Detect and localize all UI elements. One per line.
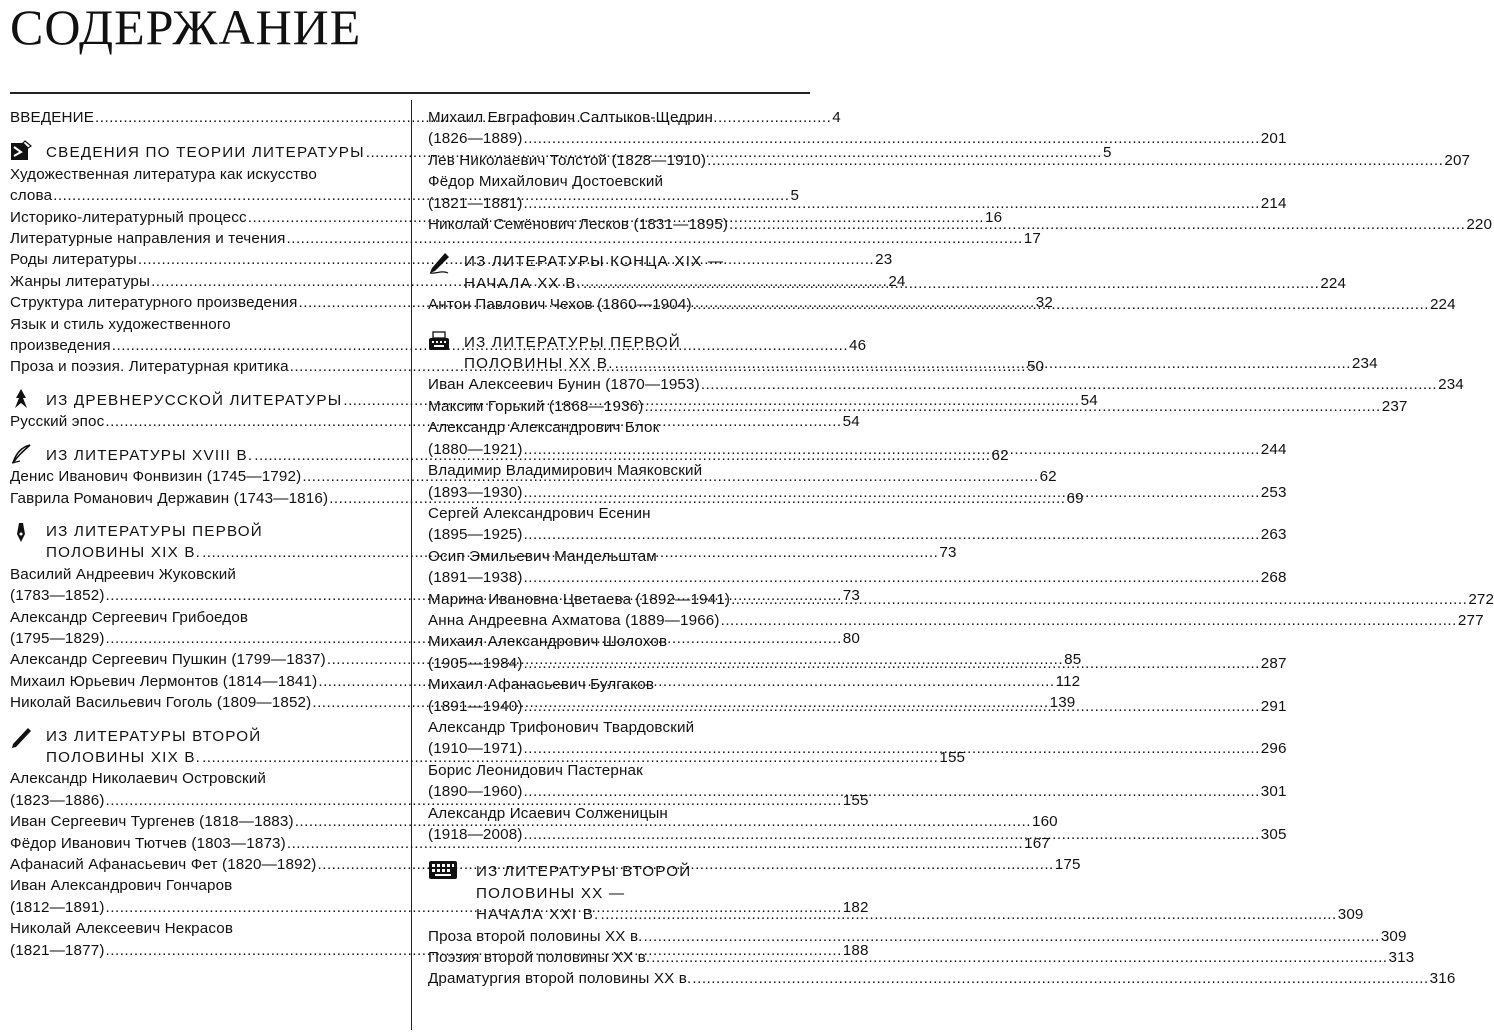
page-number: 296 xyxy=(1260,740,1287,758)
entry-title: Жанры литературы xyxy=(10,272,151,290)
book-pencil-icon xyxy=(10,140,32,162)
toc-entry[interactable]: СВЕДЕНИЯ ПО ТЕОРИИ ЛИТЕРАТУРЫ ..... 5 xyxy=(46,142,1112,163)
page-number: 316 xyxy=(1429,970,1456,988)
entry-title: Антон Павлович Чехов (1860—1904) xyxy=(428,296,692,314)
entry-title: Структура литературного произведения xyxy=(10,294,298,312)
entry-title-line: Язык и стиль художественного xyxy=(10,315,231,333)
leader-dots xyxy=(524,653,1260,674)
page-number: 112 xyxy=(1055,672,1081,690)
toc-entry[interactable] xyxy=(428,610,1484,631)
leader-dots xyxy=(524,128,1260,149)
page-number: 309 xyxy=(1380,927,1407,945)
leader-dots xyxy=(524,567,1260,588)
entry-title: Александр Сергеевич Пушкин (1799—1837) xyxy=(10,651,326,669)
ink-pen-icon xyxy=(10,519,32,547)
toc-entry[interactable]: ВВЕДЕНИЕ ..... 4 xyxy=(10,107,390,128)
keyboard-icon xyxy=(428,859,458,881)
page-number: 23 xyxy=(875,251,893,269)
entry-title: Роды литературы xyxy=(10,251,137,269)
entry-title-line: Сергей Александрович Есенин xyxy=(428,504,651,522)
page-number: 263 xyxy=(1260,526,1287,544)
toc-entry[interactable] xyxy=(428,374,1464,395)
leader-dots xyxy=(707,150,1443,171)
toc-entry[interactable] xyxy=(428,171,1287,214)
entry-title-line: Осип Эмильевич Мандельштам xyxy=(428,547,657,565)
entry-title: Проза второй половины XX в. xyxy=(428,927,643,945)
leader-dots xyxy=(731,589,1467,610)
leader-dots xyxy=(692,968,1428,989)
page-number: 73 xyxy=(842,587,860,605)
page-number: 272 xyxy=(1468,590,1494,608)
entry-title-line: Александр Трифонович Твардовский xyxy=(428,718,695,736)
entry-title-line: Михаил Александрович Шолохов xyxy=(428,633,668,651)
leader-dots xyxy=(524,781,1260,802)
leader-dots xyxy=(524,738,1260,759)
leader-dots xyxy=(644,926,1380,947)
toc-entry[interactable]: ПОЛОВИНЫ XIX В. ..... 155 xyxy=(46,747,965,768)
entry-title: (1918—2008) xyxy=(428,826,523,843)
entry-title-line: Михаил Афанасьевич Булгаков xyxy=(428,676,655,694)
section-late-19th: ИЗ ЛИТЕРАТУРЫ КОНЦА XIX — НАЧАЛА XX В. ..... 224 Антон Павлович Чехов (1860—1904) ..... 224 xyxy=(428,251,806,315)
entry-title: Литературные направления и течения xyxy=(10,230,286,248)
toc-entry[interactable] xyxy=(428,150,1471,171)
entry-title: Михаил Юрьевич Лермонтов (1814—1841) xyxy=(10,672,318,690)
entry-title-line: Михаил Евграфович Салтыков-Щедрин xyxy=(428,109,714,126)
entry-title: (1821—1877) xyxy=(10,941,105,959)
entry-title: Иван Сергеевич Тургенев (1818—1883) xyxy=(10,813,294,831)
entry-title: (1821—1881) xyxy=(428,194,523,212)
toc-entry[interactable] xyxy=(428,968,1456,989)
page-number: 207 xyxy=(1444,151,1471,169)
page-number: 182 xyxy=(842,898,869,916)
entry-title: произведения xyxy=(10,337,111,355)
page-number: 85 xyxy=(1064,651,1082,669)
page-number: 277 xyxy=(1457,611,1484,629)
entry-title: (1812—1891) xyxy=(10,898,105,916)
fountain-pen-icon xyxy=(428,249,450,277)
entry-title: Николай Васильевич Гоголь (1809—1852) xyxy=(10,694,312,712)
entry-title: (1890—1960) xyxy=(428,783,523,801)
entry-title: Максим Горький (1868—1936) xyxy=(428,397,644,415)
entry-title: Анна Андреевна Ахматова (1889—1966) xyxy=(428,611,720,629)
toc-entry[interactable]: НАЧАЛА XX В. ..... 224 xyxy=(464,273,1346,294)
entry-title: слова xyxy=(10,187,53,205)
page-number: 155 xyxy=(842,791,869,809)
toc-entry[interactable]: ИЗ ЛИТЕРАТУРЫ XVIII В. ..... 62 xyxy=(46,445,1009,466)
page-number: 291 xyxy=(1260,697,1287,715)
page-number: 220 xyxy=(1466,216,1493,234)
section-19th-first-half: ИЗ ЛИТЕРАТУРЫ ПЕРВОЙ ПОЛОВИНЫ XIX В. ..... 73 Василий Андреевич Жуковский (1783—1852) ..... 73 Александр Сергеевич Грибоедов (1795—1829) ..... 80 Александр Сергеевич Пушкин (1799—1837) ..... 85 Михаил Юрьевич Лермонтов (1814—1841) ..... 112 Николай Васильевич Гоголь (1809—1852) ..... 139 xyxy=(10,521,390,714)
page-title: СОДЕРЖАНИЕ xyxy=(10,0,362,55)
leader-dots xyxy=(721,610,1457,631)
toc-entry[interactable] xyxy=(10,228,1041,249)
page-number: 16 xyxy=(985,208,1003,226)
toc-entry[interactable] xyxy=(10,875,869,918)
entry-title-line: Александр Сергеевич Грибоедов xyxy=(10,608,249,626)
leader-dots xyxy=(693,294,1429,315)
page-number: 224 xyxy=(1429,296,1456,314)
toc-entry[interactable] xyxy=(428,926,1407,947)
page-number: 175 xyxy=(1054,856,1081,873)
page-number: 301 xyxy=(1260,783,1287,801)
entry-title: (1893—1930) xyxy=(428,483,523,501)
page-number: 17 xyxy=(1023,230,1041,248)
section-19th-second-half: ИЗ ЛИТЕРАТУРЫ ВТОРОЙ ПОЛОВИНЫ XIX В. ..... 155 Александр Николаевич Островский (1823—1886) ..... 155 Иван Сергеевич Тургенев (1818—1883) ..... 160 Фёдор Иванович Тютчев (1803—1873) ..... 167 Афанасий Афанасьевич Фет (1820—1892) ..... 175 Иван Александрович Гончаров (1812—1891) ..... 182 Николай Алексеевич Некрасов (1821—1877) ..... 188 xyxy=(10,726,390,961)
page-number: 69 xyxy=(1066,489,1084,507)
leader-dots xyxy=(524,193,1260,214)
page-number: 244 xyxy=(1260,440,1287,458)
entry-title-line: Александр Исаевич Солженицын xyxy=(428,804,668,822)
entry-title-line: Александр Александрович Блок xyxy=(428,419,660,437)
quill-icon xyxy=(10,443,32,465)
entry-title: (1910—1971) xyxy=(428,740,523,758)
entry-title: Проза и поэзия. Литературная критика xyxy=(10,358,289,376)
ornament-icon xyxy=(10,388,32,410)
page-number: 237 xyxy=(1381,397,1408,415)
entry-title-line: Борис Леонидович Пастернак xyxy=(428,761,643,779)
page-number: 253 xyxy=(1260,483,1287,501)
page-number: 287 xyxy=(1260,654,1287,672)
entry-title: (1891—1938) xyxy=(428,569,523,587)
page-number: 80 xyxy=(842,629,860,647)
page-number: 305 xyxy=(1260,826,1287,843)
entry-title: Денис Иванович Фонвизин (1745—1792) xyxy=(10,468,302,486)
toc-entry[interactable]: НАЧАЛА XXI В. ..... 309 xyxy=(476,904,1364,925)
page-number: 234 xyxy=(1438,376,1464,394)
entry-title: Историко-литературный процесс xyxy=(10,208,247,226)
toc-entry[interactable] xyxy=(10,314,867,357)
entry-title-line: Александр Николаевич Островский xyxy=(10,770,267,788)
entry-title-line: Николай Алексеевич Некрасов xyxy=(10,920,234,938)
toc-entry[interactable] xyxy=(10,854,1081,875)
entry-title: (1891—1940) xyxy=(428,697,523,715)
entry-title-line: Фёдор Михайлович Достоевский xyxy=(428,173,664,191)
page-number: 160 xyxy=(1031,813,1058,831)
leader-dots xyxy=(524,524,1260,545)
entry-title-line: Василий Андреевич Жуковский xyxy=(10,565,236,583)
pencil-icon xyxy=(10,724,32,752)
entry-title: Поэзия второй половины XX в. xyxy=(428,949,651,967)
leader-dots xyxy=(651,947,1387,968)
page-number: 50 xyxy=(1026,358,1045,376)
title-rule xyxy=(10,92,810,94)
toc-entry[interactable] xyxy=(428,396,1408,417)
page-number: 5 xyxy=(790,187,800,205)
entry-title: Лев Николаевич Толстой (1828—1910) xyxy=(428,151,707,169)
entry-title-line: Художественная литература как искусство xyxy=(10,165,317,183)
entry-title: (1795—1829) xyxy=(10,629,105,647)
page-number: 188 xyxy=(842,941,869,959)
leader-dots xyxy=(524,439,1260,460)
entry-title: Афанасий Афанасьевич Фет (1820—1892) xyxy=(10,856,317,873)
entry-title: (1823—1886) xyxy=(10,791,105,809)
entry-title: Драматургия второй половины XX в. xyxy=(428,970,692,988)
section-20th-second-half: ИЗ ЛИТЕРАТУРЫ ВТОРОЙ ПОЛОВИНЫ XX — НАЧАЛА XXI В. ..... 309 Проза второй половины XX в. ..... 309 Поэзия второй половины XX в. ..... 313 Драматургия второй половины XX в. ..... 316 xyxy=(428,861,806,989)
entry-title: (1905—1984) xyxy=(428,654,523,672)
page-number: 167 xyxy=(1024,834,1050,852)
toc-entry[interactable]: ПОЛОВИНЫ XX В. ..... 234 xyxy=(464,353,1378,374)
leader-dots xyxy=(524,824,1260,845)
toc-entry[interactable] xyxy=(428,107,1287,150)
page-number: 24 xyxy=(888,272,906,290)
toc-entry[interactable]: ИЗ ДРЕВНЕРУССКОЙ ЛИТЕРАТУРЫ ..... 54 xyxy=(46,390,1098,411)
toc-entry[interactable]: ПОЛОВИНЫ XIX В. ..... 73 xyxy=(46,542,957,563)
page-number: 268 xyxy=(1260,569,1287,587)
section-20th-first-half: ИЗ ЛИТЕРАТУРЫ ПЕРВОЙ ПОЛОВИНЫ XX В. ..... 234 Иван Алексеевич Бунин (1870—1953) ..... 234 Максим Горький (1868—1936) ..... 237 Александр Александрович Блок (1880—1921) ..... 244 Владимир Владимирович Маяковский (1893—1930) ..... 253 Сергей Александрович Есенин (1895—1925) ..... 263 Осип Эмильевич Мандельштам (1891—1938) ..... 268 Марина Ивановна Цветаева (1892—1941) ..... 272 Анна Андреевна Ахматова (1889—1966) ..... 277 Михаил Александрович Шолохов (1905—1984) ..... 287 Михаил Афанасьевич Булгаков (1891—1940) ..... 291 Александр Трифонович Твардовский (1910—1971) ..... 296 Борис Леонидович Пастернак (1890—1960) ..... 301 Александр Исаевич Солженицын (1918—2008) ..... 305 xyxy=(428,332,806,846)
page-number: 214 xyxy=(1260,194,1287,212)
entry-title: Фёдор Иванович Тютчев (1803—1873) xyxy=(10,834,286,852)
toc-entry[interactable] xyxy=(428,503,1287,546)
page-number: 313 xyxy=(1388,949,1415,967)
entry-title: Марина Ивановна Цветаева (1892—1941) xyxy=(428,590,731,608)
entry-title: Русский эпос xyxy=(10,413,105,431)
typewriter-icon xyxy=(428,330,450,352)
entry-title: (1880—1921) xyxy=(428,440,523,458)
entry-title-line: Иван Александрович Гончаров xyxy=(10,877,233,895)
page-number: 32 xyxy=(1035,294,1053,312)
entry-title: (1783—1852) xyxy=(10,587,105,605)
entry-title-line: Владимир Владимирович Маяковский xyxy=(428,462,703,480)
page-number: 54 xyxy=(842,413,860,431)
page-number: 139 xyxy=(1049,694,1076,712)
leader-dots xyxy=(644,396,1380,417)
page-number: 201 xyxy=(1260,130,1287,148)
toc-entry[interactable] xyxy=(10,249,893,270)
entry-title: Иван Алексеевич Бунин (1870—1953) xyxy=(428,376,700,394)
leader-dots xyxy=(729,214,1465,235)
leader-dots xyxy=(524,482,1260,503)
entry-title: Николай Семёнович Лесков (1831—1895) xyxy=(428,216,729,234)
page-number: 62 xyxy=(1039,468,1057,486)
entry-title: Гаврила Романович Державин (1743—1816) xyxy=(10,489,329,507)
toc-entry[interactable] xyxy=(428,717,1287,760)
page-number: 46 xyxy=(849,337,867,355)
entry-title: (1895—1925) xyxy=(428,526,523,544)
leader-dots xyxy=(524,696,1260,717)
leader-dots xyxy=(701,374,1437,395)
entry-title: (1826—1889) xyxy=(428,130,523,148)
